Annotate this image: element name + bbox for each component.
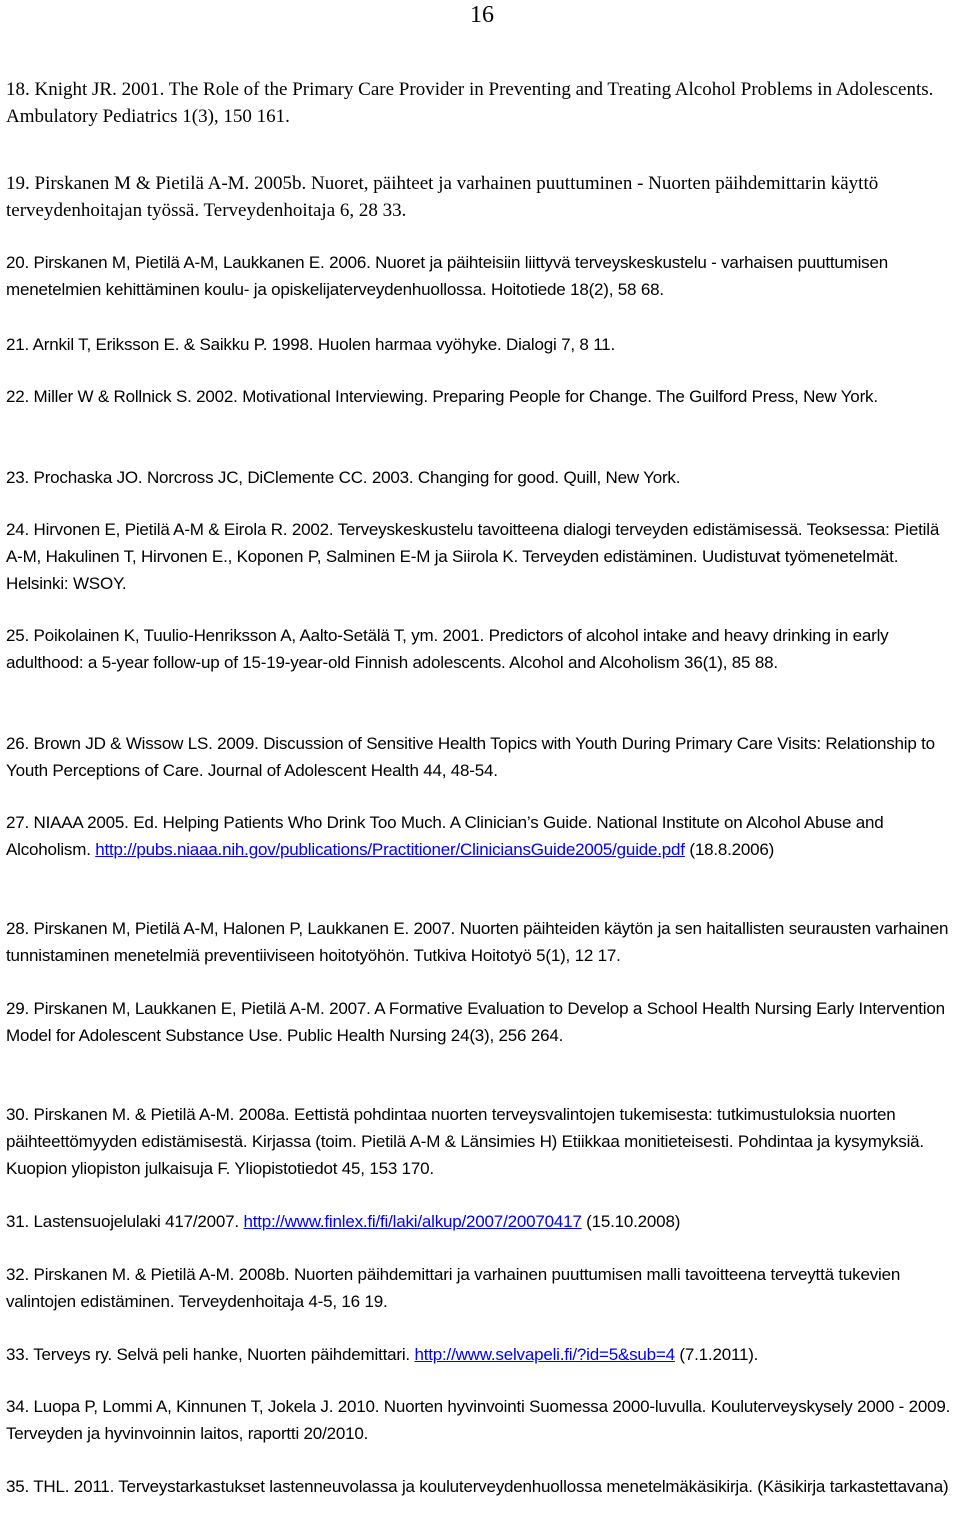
reference-33 [6,1341,956,1368]
reference-31 [6,1208,956,1235]
reference-27-link[interactable]: http://pubs.niaaa.nih.gov/publications/Practitioner/CliniciansGuide2005/guide.pdf [95,840,685,859]
reference-27-text: 27. NIAAA 2005. Ed. Helping Patients Who Drink Too Much. A Clinician’s Guide. National Institute on Alcohol Abuse and Alcoholism. [6,813,884,859]
reference-19: 19. Pirskanen M & Pietilä A-M. 2005b. Nuoret, päihteet ja varhainen puuttuminen - Nuorten päihdemittarin käyttö terveydenhoitajan työssä. Terveydenhoitaja 6, 28 33. [6,173,879,221]
reference-34: 34. Luopa P, Lommi A, Kinnunen T, Jokela J. 2010. Nuorten hyvinvointi Suomessa 2000-luvulla. Kouluterveyskysely 2000 - 2009. Terveyden ja hyvinvoinnin laitos, raportti 20/2010. [6,1397,951,1443]
reference-23: 23. Prochaska JO. Norcross JC, DiClemente CC. 2003. Changing for good. Quill, New York. [6,468,681,487]
reference-25: 25. Poikolainen K, Tuulio-Henriksson A, Aalto-Setälä T, ym. 2001. Predictors of alcohol intake and heavy drinking in early adulthood: a 5-year follow-up of 15-19-year-old Finnish adolescents. Alcohol and Alcoholism 36(1), 85 88. [6,626,889,672]
reference-26: 26. Brown JD & Wissow LS. 2009. Discussion of Sensitive Health Topics with Youth During Primary Care Visits: Relationship to Youth Perceptions of Care. Journal of Adolescent Health 44, 48-54. [6,734,935,780]
reference-31-date: (15.10.2008) [581,1212,681,1231]
reference-33-link[interactable]: http://www.selvapeli.fi/?id=5&sub=4 [414,1345,675,1364]
reference-20: 20. Pirskanen M, Pietilä A-M, Laukkanen E. 2006. Nuoret ja päihteisiin liittyvä terveyskeskustelu - varhaisen puuttumisen menetelmien kehittäminen koulu- ja opiskelijaterveydenhuollossa. Hoitotiede 18(2), 58 68. [6,253,888,299]
reference-27-date: (18.8.2006) [684,840,775,859]
reference-24: 24. Hirvonen E, Pietilä A-M & Eirola R. 2002. Terveyskeskustelu tavoitteena dialogi terveyden edistämisessä. Teoksessa: Pietilä A-M, Hakulinen T, Hirvonen E., Koponen P, Salminen E-M ja Siirola K. Terveyden edistäminen. Uudistuvat työmenetelmät. Helsinki: WSOY. [6,520,940,593]
reference-18: 18. Knight JR. 2001. The Role of the Primary Care Provider in Preventing and Treating Alcohol Problems in Adolescents. Ambulatory Pediatrics 1(3), 150 161. [6,79,934,127]
reference-33-date: (7.1.2011). [674,1345,759,1364]
reference-22: 22. Miller W & Rollnick S. 2002. Motivational Interviewing. Preparing People for Change. The Guilford Press, New York. [6,387,878,406]
reference-21: 21. Arnkil T, Eriksson E. & Saikku P. 1998. Huolen harmaa vyöhyke. Dialogi 7, 8 11. [6,335,615,354]
reference-31-link[interactable]: http://www.finlex.fi/fi/laki/alkup/2007/20070417 [243,1212,582,1231]
reference-33-text: 33. Terveys ry. Selvä peli hanke, Nuorten päihdemittari. [6,1345,415,1364]
reference-28: 28. Pirskanen M, Pietilä A-M, Halonen P, Laukkanen E. 2007. Nuorten päihteiden käytön ja sen haitallisten seurausten varhainen tunnistaminen menetelmiä preventiiviseen hoitotyöhön. Tutkiva Hoitotyö 5(1), 12 17. [6,919,949,965]
reference-32: 32. Pirskanen M. & Pietilä A-M. 2008b. Nuorten päihdemittari ja varhainen puuttumisen malli tavoitteena terveyttä tukevien valintojen edistäminen. Terveydenhoitaja 4-5, 16 19. [6,1265,901,1311]
reference-35: 35. THL. 2011. Terveystarkastukset lastenneuvolassa ja kouluterveydenhuollossa menetelmäkäsikirja. (Käsikirja tarkastettavana) [6,1477,949,1496]
reference-31-text: 31. Lastensuojelulaki 417/2007. [6,1212,244,1231]
page-number: 16 [470,2,494,28]
reference-30: 30. Pirskanen M. & Pietilä A-M. 2008a. Eettistä pohdintaa nuorten terveysvalintojen tukemisesta: tutkimustuloksia nuorten päihteettömyyden edistämisestä. Kirjassa (toim. Pietilä A-M & Länsimies H) Etiikkaa monitieteisesti. Pohdintaa ja kysymyksiä. Kuopion yliopiston julkaisuja F. Yliopistotiedot 45, 153 170. [6,1105,924,1178]
reference-29: 29. Pirskanen M, Laukkanen E, Pietilä A-M. 2007. A Formative Evaluation to Develop a School Health Nursing Early Intervention Model for Adolescent Substance Use. Public Health Nursing 24(3), 256 264. [6,999,945,1045]
reference-27 [6,809,956,863]
